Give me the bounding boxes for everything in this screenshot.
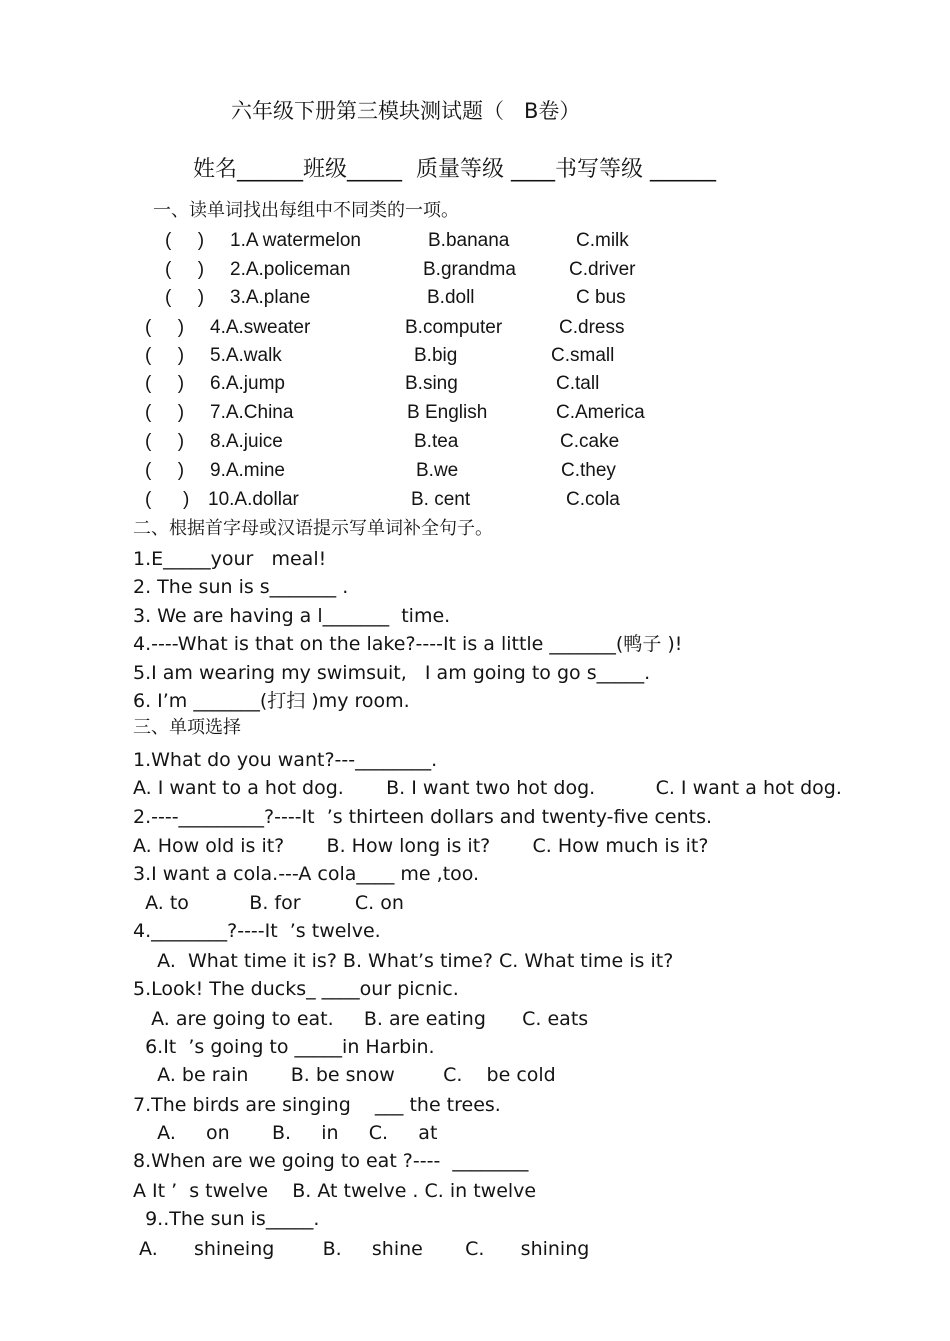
- option-b: B English: [407, 402, 488, 423]
- choices-line: A. I want to a hot dog. B. I want two hot dog. C. I want a hot dog.: [133, 777, 842, 799]
- option-a: 10.A.dollar: [208, 489, 299, 510]
- page-title: 六年级下册第三模块测试题（ B卷）: [231, 99, 581, 123]
- question-line: 4.________?----It ’s twelve.: [133, 920, 381, 942]
- answer-bracket: ( ): [165, 287, 205, 308]
- fill-in-sentence: 3. We are having a l_______ time.: [133, 605, 451, 627]
- choices-line: A. are going to eat. B. are eating C. eats: [133, 1008, 589, 1030]
- option-a: 4.A.sweater: [210, 317, 311, 338]
- question-line: 8.When are we going to eat ?---- ________: [133, 1150, 529, 1172]
- option-b: B.doll: [427, 287, 475, 308]
- section2-heading: 二、根据首字母或汉语提示写单词补全句子。: [133, 518, 493, 539]
- choices-line: A. How old is it? B. How long is it? C. How much is it?: [133, 835, 709, 857]
- option-c: C.they: [561, 460, 616, 481]
- question-line: 5.Look! The ducks_ ____our picnic.: [133, 978, 459, 1000]
- option-a: 6.A.jump: [210, 373, 285, 394]
- option-a: 1.A watermelon: [230, 230, 361, 251]
- answer-bracket: ( ): [145, 317, 185, 338]
- option-c: C.small: [551, 345, 615, 366]
- section1-heading: 一、读单词找出每组中不同类的一项。: [153, 200, 459, 221]
- option-b: B.big: [414, 345, 458, 366]
- fill-in-sentence: 1.E_____your meal!: [133, 548, 327, 570]
- option-b: B.tea: [414, 431, 459, 452]
- question-line: 6.It ’s going to _____in Harbin.: [133, 1036, 435, 1058]
- answer-bracket: ( ): [145, 373, 185, 394]
- choices-line: A. What time it is? B. What’s time? C. What time is it?: [133, 950, 674, 972]
- question-line: 7.The birds are singing ___ the trees.: [133, 1094, 501, 1116]
- option-b: B.we: [416, 460, 459, 481]
- answer-bracket: ( ): [145, 431, 185, 452]
- option-b: B.grandma: [423, 259, 516, 280]
- answer-bracket: ( ): [165, 259, 205, 280]
- student-info-line: 姓名______班级_____ 质量等级 ____书写等级 ______: [193, 157, 716, 182]
- choices-line: A. be rain B. be snow C. be cold: [133, 1064, 556, 1086]
- option-c: C.cake: [560, 431, 620, 452]
- choices-line: A. to B. for C. on: [133, 892, 404, 914]
- option-a: 7.A.China: [210, 402, 294, 423]
- question-line: 2.----_________?----It ’s thirteen dollars and twenty-five cents.: [133, 806, 713, 828]
- choices-line: A. on B. in C. at: [133, 1122, 438, 1144]
- option-b: B.banana: [428, 230, 510, 251]
- section3-heading: 三、单项选择: [133, 717, 241, 738]
- fill-in-sentence: 6. I’m _______(打扫 )my room.: [133, 690, 410, 712]
- option-c: C.dress: [559, 317, 625, 338]
- option-b: B. cent: [411, 489, 471, 510]
- option-a: 8.A.juice: [210, 431, 283, 452]
- answer-bracket: ( ): [145, 402, 185, 423]
- option-c: C.America: [556, 402, 645, 423]
- choices-line: A It ’ s twelve B. At twelve . C. in twelve: [133, 1180, 537, 1202]
- option-b: B.computer: [405, 317, 503, 338]
- option-c: C.driver: [569, 259, 636, 280]
- option-a: 5.A.walk: [210, 345, 282, 366]
- option-a: 9.A.mine: [210, 460, 285, 481]
- answer-bracket: ( ): [165, 230, 205, 251]
- option-c: C bus: [576, 287, 626, 308]
- option-a: 3.A.plane: [230, 287, 311, 308]
- question-line: 9..The sun is_____.: [133, 1208, 320, 1230]
- question-line: 1.What do you want?---________.: [133, 749, 438, 771]
- option-c: C.milk: [576, 230, 629, 251]
- option-c: C.cola: [566, 489, 620, 510]
- choices-line: A. shineing B. shine C. shining: [133, 1238, 590, 1260]
- question-line: 3.I want a cola.---A cola____ me ,too.: [133, 863, 480, 885]
- fill-in-sentence: 2. The sun is s_______ .: [133, 576, 349, 598]
- fill-in-sentence: 4.----What is that on the lake?----It is a little _______(鸭子 )!: [133, 633, 683, 655]
- option-b: B.sing: [405, 373, 458, 394]
- option-c: C.tall: [556, 373, 600, 394]
- answer-bracket: ( ): [145, 489, 190, 510]
- fill-in-sentence: 5.I am wearing my swimsuit, I am going to go s_____.: [133, 662, 651, 684]
- answer-bracket: ( ): [145, 345, 185, 366]
- answer-bracket: ( ): [145, 460, 185, 481]
- option-a: 2.A.policeman: [230, 259, 351, 280]
